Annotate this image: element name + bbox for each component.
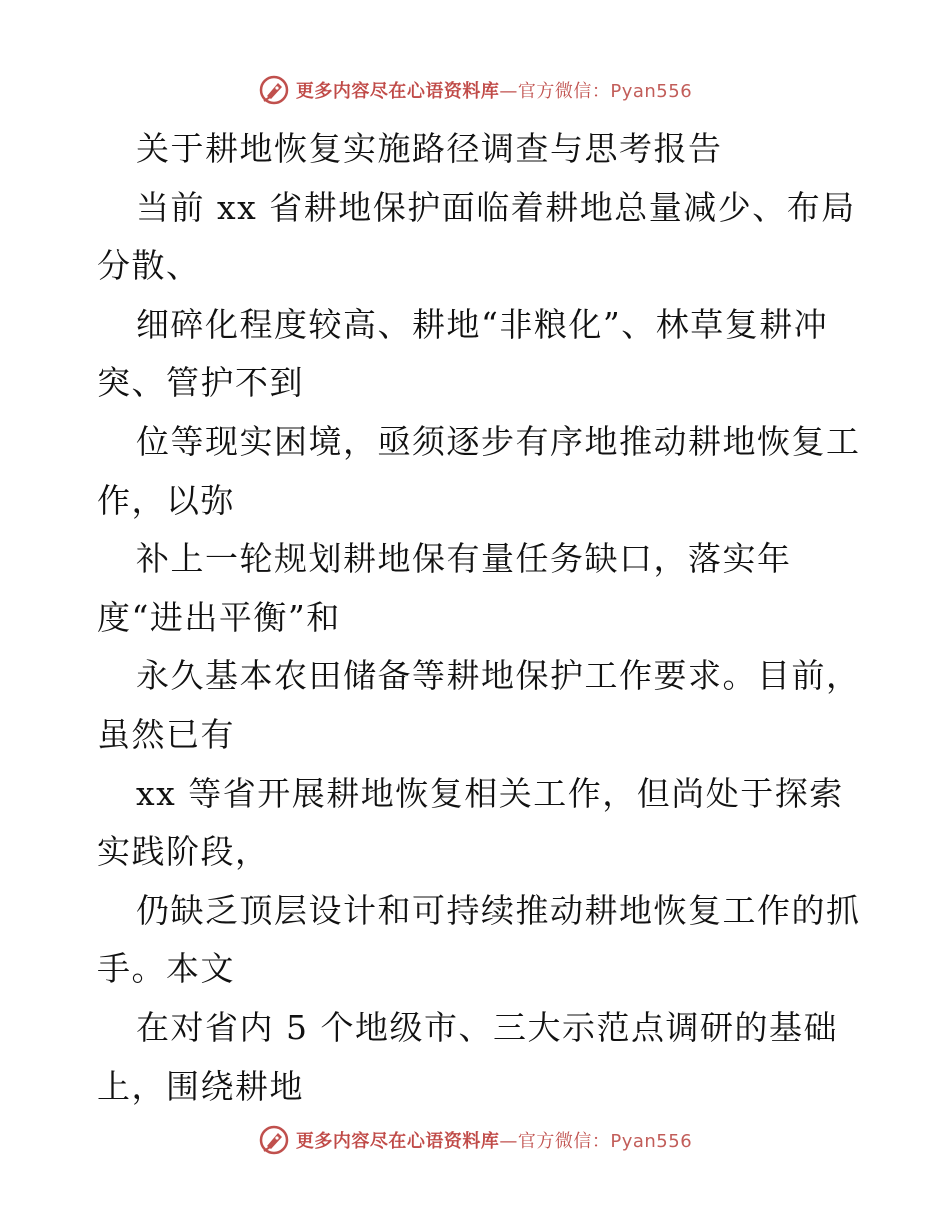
paragraph-line: 突、管护不到 bbox=[97, 363, 304, 403]
paragraph-line: xx 等省开展耕地恢复相关工作，但尚处于探索 bbox=[136, 773, 844, 813]
paragraph-line: 在对省内 5 个地级市、三大示范点调研的基础 bbox=[136, 1007, 838, 1047]
watermark-separator: — bbox=[499, 81, 518, 102]
paragraph-line: 手。本文 bbox=[97, 949, 235, 989]
watermark-wechat-id: Pyan556 bbox=[610, 81, 693, 102]
paragraph-line: 当前 xx 省耕地保护面临着耕地总量减少、布局 bbox=[136, 187, 856, 227]
watermark-official-label: 官方微信： bbox=[517, 1131, 611, 1152]
watermark-main-text: 更多内容尽在心语资料库 bbox=[295, 81, 500, 102]
watermark-group bbox=[258, 74, 692, 106]
watermark-main-text: 更多内容尽在心语资料库 bbox=[295, 1131, 500, 1152]
paragraph-line: 实践阶段， bbox=[97, 832, 270, 872]
paragraph-line: 作，以弥 bbox=[97, 480, 235, 520]
watermark-text bbox=[296, 1127, 692, 1153]
watermark-wechat-id: Pyan556 bbox=[610, 1131, 693, 1152]
paragraph-line: 度“进出平衡”和 bbox=[97, 597, 341, 637]
watermark-official-label: 官方微信： bbox=[517, 81, 611, 102]
watermark-separator: — bbox=[499, 1131, 518, 1152]
pen-nib-logo-icon bbox=[258, 1124, 290, 1156]
pen-nib-logo-icon bbox=[258, 74, 290, 106]
paragraph-line: 细碎化程度较高、耕地“非粮化”、林草复耕冲 bbox=[136, 304, 829, 344]
paragraph-line: 分散、 bbox=[97, 246, 201, 286]
document-title: 关于耕地恢复实施路径调查与思考报告 bbox=[136, 129, 723, 168]
paragraph-line: 仍缺乏顶层设计和可持续推动耕地恢复工作的抓 bbox=[136, 890, 861, 930]
watermark-group bbox=[258, 1124, 692, 1156]
paragraph-line: 上，围绕耕地 bbox=[97, 1066, 304, 1106]
paragraph-line: 永久基本农田储备等耕地保护工作要求。目前， bbox=[136, 656, 861, 696]
paragraph-line: 虽然已有 bbox=[97, 714, 235, 754]
watermark-text bbox=[296, 77, 692, 103]
paragraph-line: 补上一轮规划耕地保有量任务缺口，落实年 bbox=[136, 539, 792, 579]
paragraph-line: 位等现实困境，亟须逐步有序地推动耕地恢复工 bbox=[136, 421, 861, 461]
header-watermark bbox=[0, 70, 950, 110]
document-body bbox=[97, 120, 861, 1116]
footer-watermark bbox=[0, 1120, 950, 1160]
